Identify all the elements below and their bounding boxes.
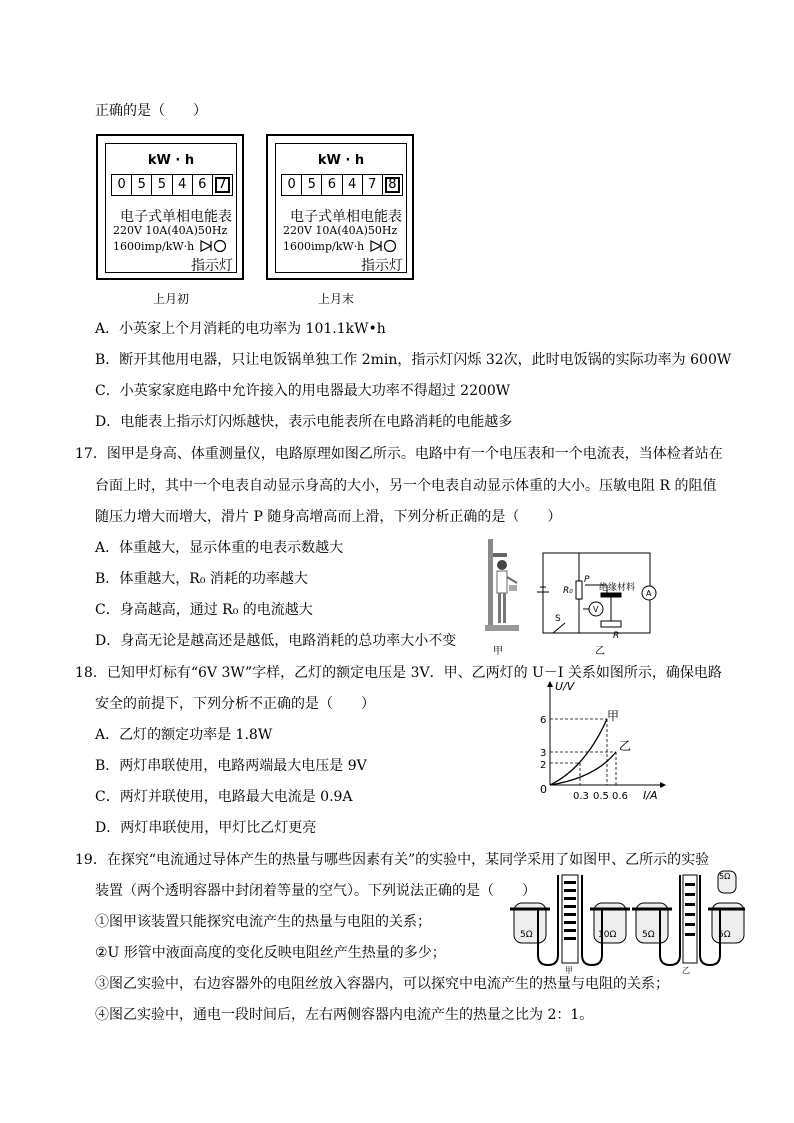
meter-digit: 7 <box>363 175 383 195</box>
xtick: 0.5 <box>593 791 609 802</box>
meter-imp: 1600imp/kW·h <box>113 240 195 253</box>
q16-option-b: B．断开其他用电器，只让电饭锅单独工作 2min，指示灯闪烁 32次，此时电饭锅的实际功率为 600W <box>95 352 732 368</box>
meter-lamp-label: 指示灯 <box>191 258 233 274</box>
q18-stem-line: 安全的前提下，下列分析不正确的是（ ） <box>95 696 375 712</box>
voltmeter-label: V <box>593 605 599 614</box>
fig-label-yi: 乙 <box>595 646 605 657</box>
meter-caption-end: 上月末 <box>318 292 355 306</box>
q17-option-b: B．体重越大，R₀ 消耗的功率越大 <box>95 571 308 587</box>
resistor-label: 5Ω <box>718 930 731 940</box>
meter-digit-decimal: 8 <box>383 175 402 195</box>
meter-digit: 4 <box>343 175 363 195</box>
q19-stem-line: 19．在探究“电流通过导体产生的热量与哪些因素有关”的实验中，某同学采用了如图甲、乙所示的实验 <box>75 852 710 868</box>
meter-digit: 6 <box>193 175 213 195</box>
meter-title: 电子式单相电能表 <box>120 209 232 225</box>
meter-unit: kW · h <box>317 153 365 168</box>
q17-stem-line: 17．图甲是身高、体重测量仪，电路原理如图乙所示。电路中有一个电压表和一个电流表，当体检者站在 <box>75 446 723 462</box>
label-r0: R₀ <box>563 586 573 596</box>
fig-label-jia: 甲 <box>493 646 503 657</box>
xtick: 0.6 <box>612 791 628 802</box>
curve-label-yi: 乙 <box>619 739 632 753</box>
q17-stem-line: 随压力增大而增大，滑片 P 随身高增高而上滑，下列分析正确的是（ ） <box>95 509 562 525</box>
indicator-lamp-icon <box>369 239 401 253</box>
label-s: S <box>555 614 561 624</box>
resistor-label: 5Ω <box>719 872 731 881</box>
indicator-lamp-icon <box>199 239 231 253</box>
energy-meter-start <box>96 134 244 280</box>
meter-imp: 1600imp/kW·h <box>283 240 365 253</box>
q16-option-c: C．小英家家庭电路中允许接入的用电器最大功率不得超过 2200W <box>95 383 511 399</box>
meter-lamp-label: 指示灯 <box>361 258 403 274</box>
q18-option-b: B．两灯串联使用，电路两端最大电压是 9V <box>95 758 367 774</box>
ytick: 6 <box>540 715 547 726</box>
meter-title: 电子式单相电能表 <box>290 209 402 225</box>
meter-digit: 4 <box>173 175 193 195</box>
curve-jia <box>550 719 607 785</box>
graph-origin: 0 <box>540 783 547 796</box>
meter-spec: 220V 10A(40A)50Hz <box>283 224 398 237</box>
meter-digits <box>281 174 403 196</box>
label-r: R <box>613 631 620 641</box>
meter-unit: kW · h <box>147 153 195 168</box>
label-insulation: 绝缘材料 <box>599 583 636 593</box>
q18-stem-line: 18．已知甲灯标有“6V 3W”字样，乙灯的额定电压是 3V．甲、乙两灯的 U－I 关系如图所示，确保电路 <box>75 665 722 681</box>
q19-stem-line: 装置（两个透明容器中封闭着等量的空气）。下列说法正确的是（ ） <box>95 883 536 899</box>
xtick: 0.3 <box>573 791 589 802</box>
ammeter-label: A <box>646 589 652 598</box>
label-p: P <box>584 575 590 585</box>
q19-item-2: ②U 形管中液面高度的变化反映电阻丝产生热量的多少； <box>95 945 446 961</box>
q16-option-d: D．电能表上指示灯闪烁越快，表示电能表所在电路消耗的电能越多 <box>95 414 513 430</box>
meter-digit: 6 <box>322 175 342 195</box>
meter-digit: 0 <box>112 175 132 195</box>
meter-digit: 5 <box>132 175 152 195</box>
curve-label-jia: 甲 <box>607 709 620 723</box>
q18-option-a: A．乙灯的额定功率是 1.8W <box>95 727 273 743</box>
q17-option-c: C．身高越高，通过 R₀ 的电流越大 <box>95 602 313 618</box>
ytick: 2 <box>540 760 547 771</box>
fig-label-yi: 乙 <box>682 966 690 975</box>
q16-stem-tail: 正确的是（ ） <box>95 103 207 119</box>
graph-xlabel: I/A <box>643 789 658 802</box>
u-i-graph <box>535 678 670 804</box>
q16-option-a: A．小英家上个月消耗的电功率为 101.1kW•h <box>95 321 386 337</box>
resistor-label: 5Ω <box>642 930 655 940</box>
q17-option-d: D．身高无论是越高还是越低，电路消耗的总功率大小不变 <box>95 633 457 649</box>
energy-meter-end <box>266 134 414 280</box>
resistor-label: 5Ω <box>520 930 533 940</box>
measuring-stand-icon <box>485 539 519 631</box>
meter-digit: 5 <box>152 175 172 195</box>
meter-digit: 0 <box>282 175 302 195</box>
q19-item-4: ④图乙实验中，通电一段时间后，左右两侧容器内电流产生的热量之比为 2：1。 <box>95 1007 594 1023</box>
q18-option-d: D．两灯串联使用，甲灯比乙灯更亮 <box>95 820 317 836</box>
q17-stem-line: 台面上时，其中一个电表自动显示身高的大小，另一个电表自动显示体重的大小。压敏电阻 R 的阻值 <box>95 478 717 494</box>
resistor-label: 10Ω <box>598 930 617 940</box>
q17-option-a: A．体重越大，显示体重的电表示数越大 <box>95 540 344 556</box>
meter-digits <box>111 174 233 196</box>
fig-label-jia: 甲 <box>565 966 573 975</box>
meter-caption-start: 上月初 <box>153 292 190 306</box>
joule-heat-apparatus <box>510 865 745 975</box>
graph-ylabel: U/V <box>555 680 575 693</box>
meter-digit-decimal: 7 <box>213 175 232 195</box>
meter-spec: 220V 10A(40A)50Hz <box>113 224 228 237</box>
height-weight-figure <box>483 535 663 660</box>
q18-option-c: C．两灯并联使用，电路最大电流是 0.9A <box>95 789 353 805</box>
ytick: 3 <box>540 748 547 759</box>
meter-digit: 5 <box>302 175 322 195</box>
q19-item-3: ③图乙实验中，右边容器外的电阻丝放入容器内，可以探究中电流产生的热量与电阻的关系； <box>95 976 669 992</box>
q19-item-1: ①图甲该装置只能探究电流产生的热量与电阻的关系； <box>95 914 431 930</box>
